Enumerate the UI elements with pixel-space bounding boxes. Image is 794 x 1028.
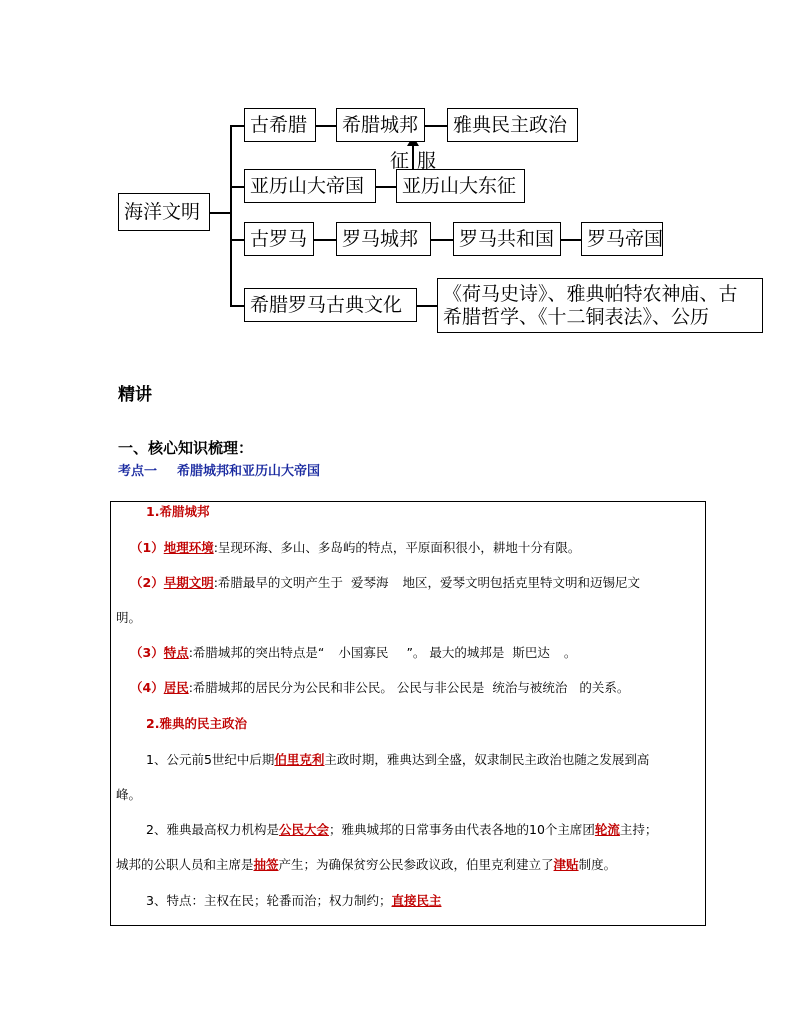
paragraph-pericles: 1、公元前5世纪中后期伯里克利主政时期，雅典达到全盛，奴隶制民主政治也随之发展到高 [146,752,650,767]
diagram-node-ancient-rome: 古罗马 [244,222,314,256]
paragraph-early-civilization-cont: 明。 [116,610,142,625]
connector-line [430,239,454,241]
diagram-node-athens-democracy: 雅典民主政治 [447,108,578,142]
paragraph-characteristics: 3、特点：主权在民；轮番而治；权力制约；直接民主 [146,893,442,908]
connector-line [315,125,337,127]
connector-line [230,186,245,188]
connector-line [416,305,438,307]
subheading-greek-city-states: 1.希腊城邦 [146,504,210,519]
heading-kaodian: 考点一 希腊城邦和亚历山大帝国 [118,464,321,479]
connector-line [424,125,448,127]
connector-line [230,125,232,306]
conquer-label: 征 服 [390,150,437,172]
diagram-node-ancient-greece: 古希腊 [244,108,316,142]
diagram-node-rome-city-state: 罗马城邦 [336,222,431,256]
diagram-node-classical-culture: 希腊罗马古典文化 [244,288,417,322]
diagram-node-alexander-empire: 亚历山大帝国 [244,169,376,203]
paragraph-residents: （4）居民:希腊城邦的居民分为公民和非公民。 公民与非公民是 统治与被统治 的关系。 [130,680,630,695]
paragraph-pericles-cont: 峰。 [116,787,142,802]
heading-core-knowledge: 一、核心知识梳理： [118,439,254,457]
culture-detail-line-1: 《荷马史诗》、雅典帕特农神庙、古 [443,282,738,305]
connector-line [230,125,245,127]
paragraph-features: （3）特点:希腊城邦的突出特点是“ 小国寡民 ”。 最大的城邦是 斯巴达 。 [130,645,577,660]
paragraph-early-civilization: （2）早期文明:希腊最早的文明产生于 爱琴海 地区，爱琴文明包括克里特文明和迈锡尼文 [130,575,640,590]
connector-line [560,239,582,241]
diagram-node-roman-republic: 罗马共和国 [453,222,561,256]
paragraph-institutions: 2、雅典最高权力机构是公民大会；雅典城邦的日常事务由代表各地的10个主席团轮流主持； [146,822,658,837]
diagram-node-greek-city-states: 希腊城邦 [336,108,425,142]
connector-line [230,305,245,307]
heading-jingjiang: 精讲 [118,385,152,405]
diagram-root-ocean-civilization: 海洋文明 [118,193,210,231]
connector-line [313,239,337,241]
culture-detail-line-2: 希腊哲学、《十二铜表法》、公历 [443,305,710,328]
connector-line [230,239,245,241]
connector-line [375,186,397,188]
connector-line [209,212,231,214]
diagram-node-alexander-campaign: 亚历山大东征 [396,169,525,203]
subheading-athens-democracy: 2.雅典的民主政治 [146,716,247,731]
paragraph-institutions-cont: 城邦的公职人员和主席是抽签产生；为确保贫穷公民参政议政，伯里克利建立了津贴制度。 [116,857,617,872]
diagram-node-culture-details [437,278,763,333]
diagram-node-roman-empire: 罗马帝国 [581,222,663,256]
paragraph-geography: （1）地理环境:呈现环海、多山、多岛屿的特点，平原面积很小，耕地十分有限。 [130,540,581,555]
